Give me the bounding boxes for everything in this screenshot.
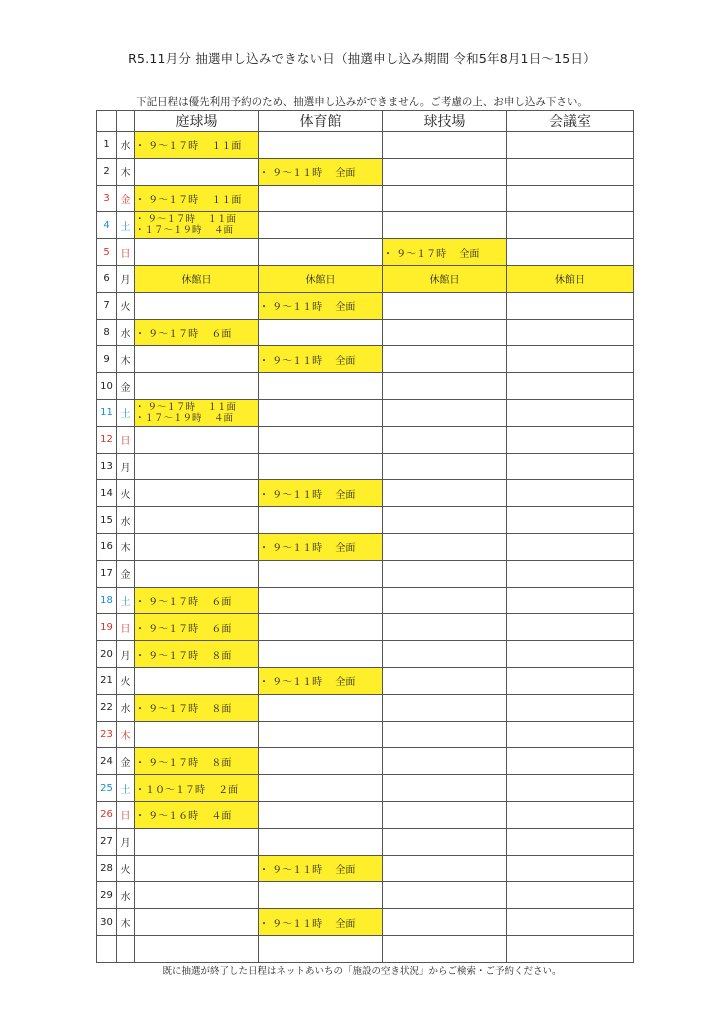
cell-meeting-room (507, 882, 634, 909)
header-gymnasium: 体育館 (259, 111, 383, 132)
cell-ball-field (383, 265, 507, 292)
reservation-text: ・ ９～１７時 １１面 (135, 401, 237, 413)
cell-meeting-room (507, 694, 634, 721)
reservation-text: ・ ９～１１時 全面 (259, 355, 356, 367)
cell-ball-field (383, 882, 507, 909)
day-number: 2 (97, 158, 117, 185)
cell-tennis-court (135, 399, 259, 426)
reservation-text: ・ ９～１７時 全面 (383, 248, 480, 260)
cell-gymnasium (259, 507, 383, 534)
cell-gymnasium (259, 748, 383, 775)
table-row (97, 775, 634, 802)
cell-meeting-room (507, 507, 634, 534)
day-number: 20 (97, 641, 117, 668)
reservation-text: ・ ９～１７時 ８面 (135, 757, 232, 769)
weekday: 木 (117, 158, 135, 185)
schedule-table (96, 110, 634, 963)
day-number: 7 (97, 292, 117, 319)
cell-tennis-court (135, 507, 259, 534)
cell-tennis-court (135, 667, 259, 694)
table-row (97, 346, 634, 373)
cell-gymnasium (259, 587, 383, 614)
day-number: 28 (97, 855, 117, 882)
table-row (97, 239, 634, 266)
day-number: 9 (97, 346, 117, 373)
weekday: 土 (117, 212, 135, 239)
day-number: 23 (97, 721, 117, 748)
cell-tennis-court (135, 721, 259, 748)
cell-gymnasium (259, 453, 383, 480)
weekday: 土 (117, 587, 135, 614)
weekday: 火 (117, 480, 135, 507)
day-number: 18 (97, 587, 117, 614)
header-day (97, 111, 117, 132)
header-ball-field: 球技場 (383, 111, 507, 132)
cell-ball-field (383, 399, 507, 426)
cell-tennis-court (135, 346, 259, 373)
table-row (97, 641, 634, 668)
weekday: 水 (117, 507, 135, 534)
table-row (97, 828, 634, 855)
closed-label: 休館日 (555, 275, 585, 287)
weekday: 日 (117, 239, 135, 266)
reservation-text: ・１０～１７時 ２面 (135, 784, 239, 796)
table-row (97, 935, 634, 962)
day-number: 19 (97, 614, 117, 641)
header-tennis-court: 庭球場 (135, 111, 259, 132)
cell-tennis-court (135, 855, 259, 882)
reservation-text: ・ ９～１７時 ８面 (135, 704, 232, 716)
weekday: 木 (117, 346, 135, 373)
day-number: 4 (97, 212, 117, 239)
reservation-text: ・ ９～１１時 全面 (259, 543, 356, 555)
reservation-text: ・ ９～１７時 ６面 (135, 623, 232, 635)
day-number: 15 (97, 507, 117, 534)
cell-meeting-room (507, 480, 634, 507)
table-row (97, 855, 634, 882)
weekday (117, 935, 135, 962)
cell-meeting-room (507, 426, 634, 453)
header-weekday (117, 111, 135, 132)
cell-gymnasium (259, 775, 383, 802)
weekday: 土 (117, 399, 135, 426)
header-meeting-room: 会議室 (507, 111, 634, 132)
cell-tennis-court (135, 748, 259, 775)
cell-meeting-room (507, 319, 634, 346)
cell-gymnasium (259, 346, 383, 373)
day-number (97, 935, 117, 962)
weekday: 土 (117, 775, 135, 802)
cell-ball-field (383, 239, 507, 266)
day-number: 21 (97, 667, 117, 694)
cell-gymnasium (259, 935, 383, 962)
cell-ball-field (383, 480, 507, 507)
table-row (97, 212, 634, 239)
table-row (97, 587, 634, 614)
weekday: 日 (117, 801, 135, 828)
cell-ball-field (383, 426, 507, 453)
cell-gymnasium (259, 801, 383, 828)
cell-gymnasium (259, 721, 383, 748)
cell-ball-field (383, 828, 507, 855)
table-row (97, 292, 634, 319)
cell-ball-field (383, 641, 507, 668)
day-number: 16 (97, 533, 117, 560)
cell-meeting-room (507, 721, 634, 748)
cell-tennis-court (135, 453, 259, 480)
cell-ball-field (383, 453, 507, 480)
cell-tennis-court (135, 775, 259, 802)
weekday: 月 (117, 828, 135, 855)
cell-ball-field (383, 587, 507, 614)
cell-tennis-court (135, 132, 259, 159)
day-number: 17 (97, 560, 117, 587)
cell-tennis-court (135, 587, 259, 614)
weekday: 木 (117, 721, 135, 748)
table-row (97, 480, 634, 507)
cell-ball-field (383, 533, 507, 560)
schedule-body (97, 132, 634, 963)
cell-tennis-court (135, 185, 259, 212)
table-row (97, 882, 634, 909)
cell-ball-field (383, 855, 507, 882)
table-row (97, 614, 634, 641)
cell-ball-field (383, 775, 507, 802)
cell-meeting-room (507, 855, 634, 882)
cell-tennis-court (135, 292, 259, 319)
cell-gymnasium (259, 132, 383, 159)
cell-meeting-room (507, 614, 634, 641)
cell-gymnasium (259, 399, 383, 426)
day-number: 26 (97, 801, 117, 828)
cell-ball-field (383, 667, 507, 694)
cell-tennis-court (135, 828, 259, 855)
cell-meeting-room (507, 775, 634, 802)
cell-ball-field (383, 935, 507, 962)
table-row (97, 453, 634, 480)
table-row (97, 132, 634, 159)
cell-ball-field (383, 158, 507, 185)
cell-gymnasium (259, 319, 383, 346)
cell-gymnasium (259, 158, 383, 185)
cell-gymnasium (259, 239, 383, 266)
cell-ball-field (383, 292, 507, 319)
day-number: 22 (97, 694, 117, 721)
day-number: 10 (97, 373, 117, 400)
cell-gymnasium (259, 533, 383, 560)
cell-ball-field (383, 909, 507, 936)
cell-ball-field (383, 132, 507, 159)
table-row (97, 694, 634, 721)
cell-tennis-court (135, 480, 259, 507)
top-notice: 下記日程は優先利用予約のため、抽選申し込みができません。ご考慮の上、お申し込み下さい。 (136, 96, 588, 108)
cell-ball-field (383, 185, 507, 212)
cell-ball-field (383, 801, 507, 828)
day-number: 8 (97, 319, 117, 346)
reservation-text: ・ ９～１７時 １１面 (135, 214, 237, 226)
cell-meeting-room (507, 748, 634, 775)
weekday: 月 (117, 641, 135, 668)
cell-gymnasium (259, 212, 383, 239)
cell-gymnasium (259, 614, 383, 641)
cell-meeting-room (507, 909, 634, 936)
reservation-text: ・ ９～１７時 ６面 (135, 328, 232, 340)
weekday: 水 (117, 132, 135, 159)
weekday: 火 (117, 667, 135, 694)
day-number: 6 (97, 265, 117, 292)
cell-gymnasium (259, 667, 383, 694)
cell-gymnasium (259, 185, 383, 212)
reservation-text: ・ ９～１１時 全面 (259, 918, 356, 930)
cell-ball-field (383, 212, 507, 239)
weekday: 月 (117, 265, 135, 292)
cell-meeting-room (507, 667, 634, 694)
cell-gymnasium (259, 641, 383, 668)
cell-tennis-court (135, 212, 259, 239)
cell-meeting-room (507, 801, 634, 828)
cell-meeting-room (507, 185, 634, 212)
cell-tennis-court (135, 265, 259, 292)
cell-gymnasium (259, 855, 383, 882)
cell-tennis-court (135, 641, 259, 668)
weekday: 月 (117, 453, 135, 480)
cell-tennis-court (135, 882, 259, 909)
cell-ball-field (383, 721, 507, 748)
bottom-notice: 既に抽選が終了した日程はネットあいちの「施設の空き状況」からご検索・ご予約ください。 (162, 966, 562, 977)
weekday: 金 (117, 560, 135, 587)
table-row (97, 909, 634, 936)
cell-meeting-room (507, 212, 634, 239)
table-row (97, 560, 634, 587)
day-number: 3 (97, 185, 117, 212)
reservation-text: ・ ９～１７時 ８面 (135, 650, 232, 662)
cell-tennis-court (135, 239, 259, 266)
cell-tennis-court (135, 909, 259, 936)
day-number: 30 (97, 909, 117, 936)
cell-tennis-court (135, 373, 259, 400)
cell-tennis-court (135, 614, 259, 641)
table-row (97, 265, 634, 292)
table-row (97, 185, 634, 212)
cell-tennis-court (135, 801, 259, 828)
cell-tennis-court (135, 533, 259, 560)
table-row (97, 426, 634, 453)
table-row (97, 507, 634, 534)
cell-meeting-room (507, 560, 634, 587)
weekday: 日 (117, 614, 135, 641)
cell-ball-field (383, 346, 507, 373)
cell-tennis-court (135, 319, 259, 346)
cell-ball-field (383, 614, 507, 641)
cell-meeting-room (507, 132, 634, 159)
cell-gymnasium (259, 694, 383, 721)
closed-label: 休館日 (429, 275, 460, 287)
weekday: 水 (117, 694, 135, 721)
cell-ball-field (383, 319, 507, 346)
table-row (97, 801, 634, 828)
cell-gymnasium (259, 560, 383, 587)
day-number: 13 (97, 453, 117, 480)
day-number: 11 (97, 399, 117, 426)
cell-meeting-room (507, 533, 634, 560)
cell-tennis-court (135, 935, 259, 962)
table-row (97, 319, 634, 346)
day-number: 12 (97, 426, 117, 453)
cell-tennis-court (135, 694, 259, 721)
table-row (97, 748, 634, 775)
cell-meeting-room (507, 265, 634, 292)
cell-gymnasium (259, 265, 383, 292)
cell-ball-field (383, 560, 507, 587)
day-number: 14 (97, 480, 117, 507)
day-number: 5 (97, 239, 117, 266)
cell-gymnasium (259, 292, 383, 319)
table-row (97, 399, 634, 426)
cell-meeting-room (507, 292, 634, 319)
weekday: 水 (117, 319, 135, 346)
reservation-text: ・ ９～１１時 全面 (259, 302, 356, 314)
day-number: 29 (97, 882, 117, 909)
cell-ball-field (383, 507, 507, 534)
reservation-text: ・１７～１９時 ４面 (135, 225, 234, 237)
cell-meeting-room (507, 453, 634, 480)
cell-tennis-court (135, 426, 259, 453)
table-row (97, 158, 634, 185)
weekday: 金 (117, 748, 135, 775)
cell-meeting-room (507, 346, 634, 373)
table-row (97, 373, 634, 400)
cell-meeting-room (507, 828, 634, 855)
cell-gymnasium (259, 909, 383, 936)
weekday: 火 (117, 292, 135, 319)
day-number: 27 (97, 828, 117, 855)
cell-ball-field (383, 373, 507, 400)
weekday: 木 (117, 909, 135, 936)
cell-gymnasium (259, 373, 383, 400)
cell-gymnasium (259, 828, 383, 855)
reservation-text: ・ ９～１１時 全面 (259, 677, 356, 689)
weekday: 水 (117, 882, 135, 909)
cell-ball-field (383, 694, 507, 721)
cell-ball-field (383, 748, 507, 775)
cell-meeting-room (507, 158, 634, 185)
table-row (97, 533, 634, 560)
cell-meeting-room (507, 239, 634, 266)
header-row (97, 111, 634, 132)
weekday: 金 (117, 373, 135, 400)
table-row (97, 667, 634, 694)
cell-gymnasium (259, 426, 383, 453)
page-title: R5.11月分 抽選申し込みできない日（抽選申し込み期間 令和5年8月1日～15日） (128, 51, 596, 66)
cell-gymnasium (259, 480, 383, 507)
reservation-text: ・ ９～１１時 全面 (259, 168, 356, 180)
weekday: 木 (117, 533, 135, 560)
cell-meeting-room (507, 399, 634, 426)
weekday: 金 (117, 185, 135, 212)
cell-meeting-room (507, 935, 634, 962)
reservation-text: ・ ９～１６時 ４面 (135, 811, 232, 823)
reservation-text: ・１７～１９時 ４面 (135, 412, 234, 424)
reservation-text: ・ ９～１７時 ６面 (135, 596, 232, 608)
reservation-text: ・ ９～１７時 １１面 (135, 141, 242, 153)
cell-meeting-room (507, 373, 634, 400)
cell-tennis-court (135, 158, 259, 185)
closed-label: 休館日 (181, 275, 212, 287)
table-row (97, 721, 634, 748)
weekday: 火 (117, 855, 135, 882)
cell-meeting-room (507, 587, 634, 614)
reservation-text: ・ ９～１７時 １１面 (135, 194, 242, 206)
day-number: 25 (97, 775, 117, 802)
reservation-text: ・ ９～１１時 全面 (259, 864, 356, 876)
reservation-text: ・ ９～１１時 全面 (259, 489, 356, 501)
cell-tennis-court (135, 560, 259, 587)
weekday: 日 (117, 426, 135, 453)
cell-gymnasium (259, 882, 383, 909)
day-number: 1 (97, 132, 117, 159)
closed-label: 休館日 (305, 275, 336, 287)
day-number: 24 (97, 748, 117, 775)
cell-meeting-room (507, 641, 634, 668)
